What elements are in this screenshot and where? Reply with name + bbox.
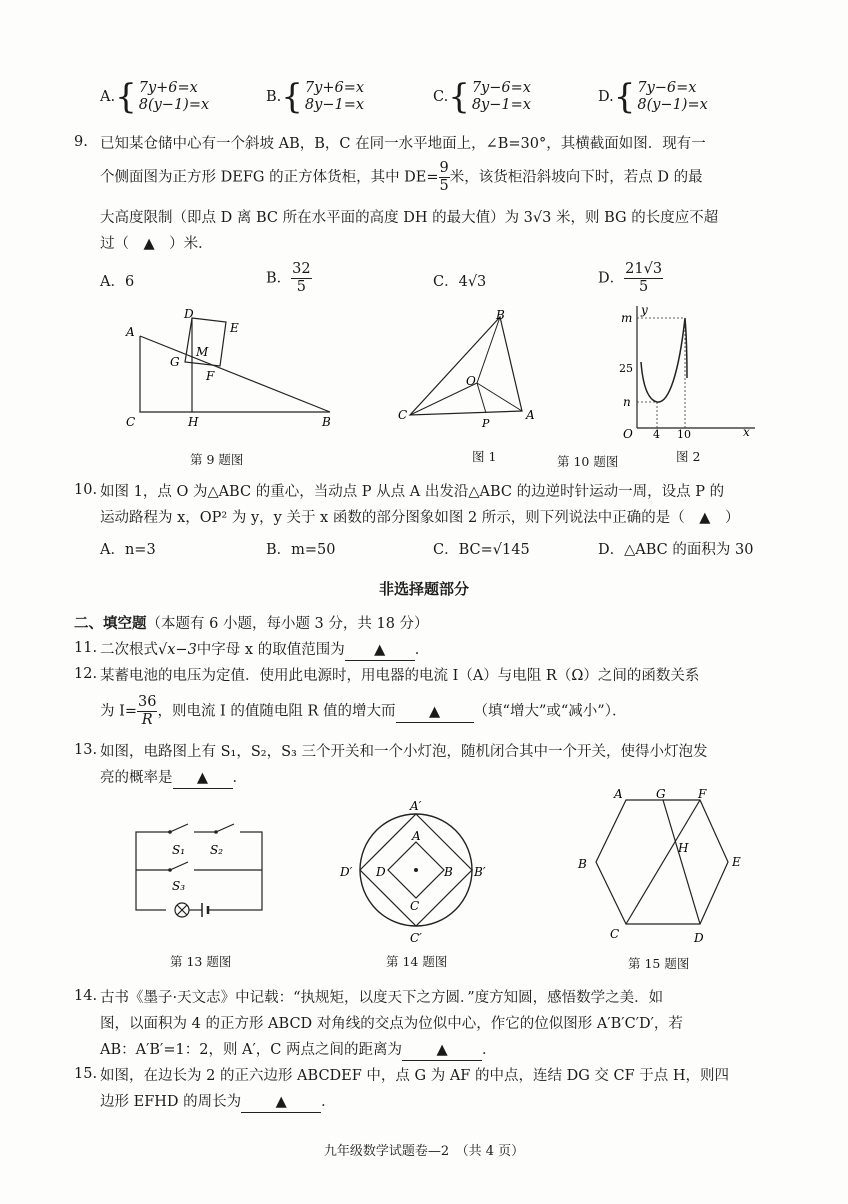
label-origin: O: [623, 427, 633, 441]
label-c: C: [410, 899, 420, 913]
node: [214, 830, 218, 834]
label-c: C: [126, 415, 136, 429]
q14-text: AB：A′B′=1：2，则 A′，C 两点之间的距离为: [100, 1042, 403, 1058]
label-b: B: [496, 308, 505, 322]
slope-ab: [140, 336, 330, 412]
equation-1: 7y−6=x: [471, 80, 531, 96]
q10-figure-1: [390, 305, 550, 435]
fraction: [624, 261, 663, 296]
q15-figure: [570, 782, 750, 946]
label-g: G: [170, 355, 180, 369]
q12-line-1: 某蓄电池的电压为定值．使用此电源时，用电器的电流 I（A）与电阻 R（Ω）之间的函数关系: [100, 668, 700, 684]
label-b: B: [322, 415, 331, 429]
numerator: 32: [292, 261, 311, 277]
brace-glyph: {: [115, 77, 137, 117]
equation-1: 7y+6=x: [304, 80, 365, 96]
label-f: F: [206, 369, 215, 383]
label-y: y: [641, 303, 648, 317]
label-a: A: [412, 829, 421, 843]
option-label: B．: [266, 270, 292, 287]
equation-1: 7y−6=x: [637, 80, 697, 96]
q12-line-2: [100, 694, 626, 729]
label-a-prime: A′: [410, 799, 422, 813]
label-b: B: [578, 857, 587, 871]
denominator: R: [141, 712, 153, 728]
fraction: [137, 694, 157, 729]
q11-text: 中字母 x 的取值范围为: [196, 642, 345, 658]
q14-caption: 第 14 题图: [386, 954, 448, 969]
segment-cf: [626, 800, 700, 924]
denominator: 5: [638, 279, 649, 295]
label-d-prime: D′: [340, 865, 353, 879]
q9-number: 9.: [74, 134, 88, 150]
circuit-frame: [136, 832, 262, 910]
answer-blank: ▲: [396, 702, 474, 723]
label-x10: 10: [677, 428, 691, 441]
q10-figure-2: [615, 300, 765, 442]
q9-caption: 第 9 题图: [190, 452, 244, 467]
q11-end: ．: [414, 642, 430, 658]
part-2-heading: [74, 612, 429, 633]
q10-option-b: B．m=50: [266, 542, 336, 558]
label-m: m: [621, 311, 633, 325]
q14-number: 14.: [74, 988, 98, 1004]
numerator: 36: [138, 694, 157, 710]
q13-caption: 第 13 题图: [170, 954, 232, 969]
label-a: A: [126, 325, 135, 339]
label-m: M: [196, 345, 209, 359]
q9-line-1: 已知某仓储中心有一个斜坡 AB，B，C 在同一水平地面上，∠B=30°，其横截面如图．现有一: [100, 136, 706, 152]
q9-option-d: [598, 261, 663, 296]
answer-blank: ▲: [173, 768, 233, 789]
label-d: D: [694, 931, 704, 945]
node: [168, 830, 172, 834]
q13-line-2: [100, 768, 247, 789]
numerator: 21√3: [625, 261, 663, 277]
label-d: D: [376, 865, 386, 879]
fraction: [291, 261, 311, 296]
q11-line: [100, 640, 429, 661]
q15-text: 边形 EFHD 的周长为: [100, 1094, 242, 1110]
q12-text: （填“增大”或“减小”）．: [473, 703, 627, 720]
equation-system: [139, 80, 209, 114]
fraction: [439, 160, 450, 195]
label-a: A: [614, 787, 623, 801]
q15-caption: 第 15 题图: [628, 956, 690, 971]
brace-glyph: {: [613, 77, 636, 117]
label-g: G: [656, 787, 666, 801]
label-c: C: [398, 408, 408, 422]
label-e: E: [230, 321, 239, 335]
gap-s2: [216, 826, 240, 838]
q15-end: ．: [321, 1094, 336, 1110]
denominator: 5: [296, 279, 306, 295]
q9-text: 米，该货柜沿斜坡向下时，若点 D 的最: [449, 169, 703, 186]
label-s2: S₂: [210, 843, 224, 857]
q9-text: 个侧面图为正方形 DEFG 的正方体货柜，其中 DE=: [100, 169, 439, 186]
label-h: H: [188, 415, 199, 429]
part-2-title: 二、填空题: [74, 616, 147, 632]
q9-option-a: A．6: [100, 274, 135, 290]
q12-text: ，则电流 I 的值随电阻 R 值的增大而: [157, 703, 396, 720]
q10-fig2-caption: 图 2: [676, 449, 701, 464]
q9-line-4: 过（ ▲ ）米．: [100, 236, 213, 252]
q9-line-2: [100, 160, 703, 195]
option-label: D.: [598, 89, 614, 105]
answer-blank: ▲: [241, 1092, 321, 1113]
q13-number: 13.: [74, 742, 98, 758]
q10-number: 10.: [74, 482, 98, 498]
label-d: D: [184, 307, 194, 321]
equation-2: 8y−1=x: [304, 97, 365, 113]
q9-line-3: 大高度限制（即点 D 离 BC 所在水平面的高度 DH 的最大值）为 3√3 米，则 BG 的长度应不超: [100, 210, 719, 226]
q9-figure: [110, 300, 350, 440]
q9-option-c: C．4√3: [433, 274, 487, 290]
q15-line-2: [100, 1092, 336, 1113]
equation-system: [637, 80, 707, 114]
equation-system: [472, 80, 531, 114]
q8-option-b: [266, 77, 365, 117]
q8-option-d: [598, 77, 708, 117]
q13-line-1: 如图，电路图上有 S₁，S₂，S₃ 三个开关和一个小灯泡，随机闭合其中一个开关，使得小灯泡发: [100, 744, 708, 760]
q10-option-d: D．△ABC 的面积为 30: [598, 542, 754, 558]
label-p: P: [482, 417, 490, 430]
q14-line-2: 图，以面积为 4 的正方形 ABCD 对角线的交点为位似中心，作它的位似图形 A′B′C′D′，若: [100, 1016, 683, 1032]
segment-ob: [477, 317, 500, 383]
equation-2: 8(y−1)=x: [637, 97, 708, 113]
q8-option-a: [100, 77, 210, 117]
q10-fig1-caption: 图 1: [472, 449, 497, 464]
part-2-note: （本题有 6 小题，每小题 3 分，共 18 分）: [146, 616, 429, 632]
label-c-prime: C′: [410, 931, 422, 945]
option-label: B.: [266, 89, 282, 105]
q10-line-2: 运动路程为 x，OP² 为 y，y 关于 x 函数的部分图象如图 2 所示，则下列说法中正确的是（ ▲ ）: [100, 510, 740, 526]
q15-number: 15.: [74, 1066, 98, 1082]
label-s1: S₁: [172, 843, 186, 857]
node: [168, 868, 172, 872]
q14-figure: [336, 798, 496, 948]
denominator: 5: [439, 178, 449, 194]
label-e: E: [732, 855, 741, 869]
label-25: 25: [619, 362, 633, 375]
label-f: F: [698, 787, 707, 801]
section-title: 非选择题部分: [378, 580, 469, 598]
answer-blank: ▲: [345, 640, 415, 661]
equation-2: 8y−1=x: [471, 97, 531, 113]
brace-glyph: {: [281, 77, 303, 117]
option-label: A.: [100, 89, 116, 105]
label-n: n: [623, 395, 631, 409]
q14-end: ．: [482, 1042, 497, 1058]
q11-number: 11.: [74, 640, 98, 656]
q12-number: 12.: [74, 666, 98, 682]
q13-circuit-figure: [130, 820, 270, 920]
label-c: C: [610, 927, 620, 941]
q14-line-1: 古书《墨子·天文志》中记载：“执规矩，以度天下之方圆．”度方知圆，感悟数学之美．如: [100, 990, 664, 1006]
label-b-prime: B′: [474, 865, 486, 879]
q15-line-1: 如图，在边长为 2 的正六边形 ABCDEF 中，点 G 为 AF 的中点，连结 DG 交 CF 于点 H，则四: [100, 1068, 730, 1084]
label-o: O: [466, 374, 476, 388]
q10-line-1: 如图 1，点 O 为△ABC 的重心，当动点 P 从点 A 出发沿△ABC 的边逆时针运动一周，设点 P 的: [100, 484, 725, 500]
answer-blank: ▲: [402, 1040, 482, 1061]
segment-dg: [663, 800, 700, 924]
radical: √x−3: [158, 642, 197, 658]
switch-s3: [170, 862, 188, 870]
equation-system: [305, 80, 364, 114]
label-s3: S₃: [172, 879, 186, 893]
hexagon-abcdef: [596, 800, 728, 924]
q11-text: 二次根式: [100, 642, 158, 658]
label-b: B: [444, 865, 453, 879]
q10-option-a: A．n=3: [100, 542, 156, 558]
q13-end: ．: [232, 770, 247, 786]
label-x: x: [743, 425, 750, 439]
function-curve: [641, 318, 687, 402]
q13-text: 亮的概率是: [100, 770, 173, 786]
q10-caption: 第 10 题图: [557, 454, 619, 469]
center-point: [414, 868, 418, 872]
label-x4: 4: [653, 428, 660, 441]
page-footer: 九年级数学试题卷—2 （共 4 页）: [323, 1144, 525, 1159]
q8-option-c: [433, 77, 531, 117]
equation-2: 8(y−1)=x: [138, 97, 210, 113]
q12-text: 为 I=: [100, 703, 137, 720]
option-label: D．: [598, 270, 625, 287]
brace-glyph: {: [448, 77, 470, 117]
gap-s1: [170, 826, 194, 838]
label-h: H: [678, 841, 689, 855]
q9-option-b: [266, 261, 312, 296]
numerator: 9: [439, 160, 449, 176]
option-label: C.: [433, 89, 449, 105]
q14-line-3: [100, 1040, 497, 1061]
q10-option-c: C．BC=√145: [433, 542, 530, 558]
equation-1: 7y+6=x: [138, 80, 198, 96]
label-a: A: [526, 408, 535, 422]
